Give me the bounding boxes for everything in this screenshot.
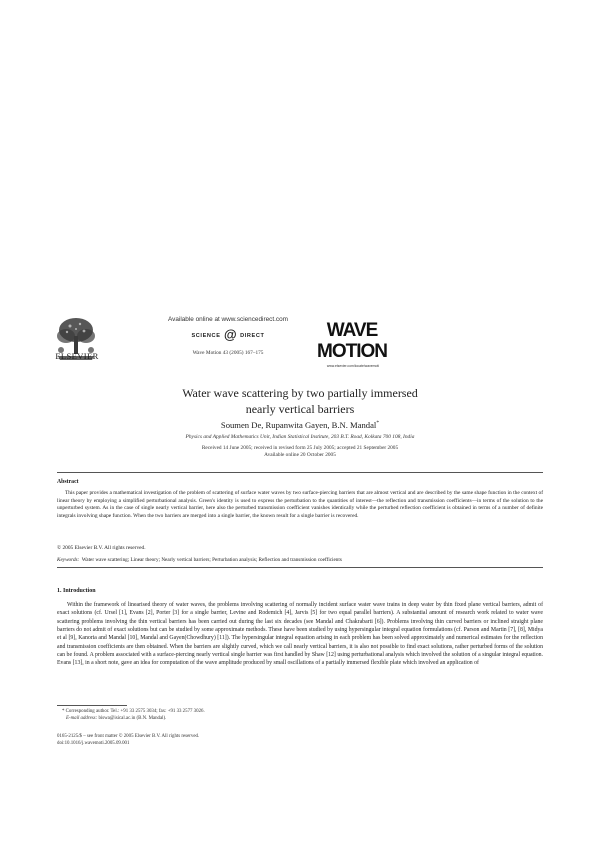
journal-reference: Wave Motion 43 (2005) 167–175 (192, 350, 264, 356)
abstract-top-rule (57, 472, 543, 473)
title-line-2: nearly vertical barriers (245, 402, 355, 416)
abstract-heading: Abstract (57, 479, 79, 485)
sciencedirect-left: SCIENCE (191, 333, 221, 339)
section-heading-introduction: 1. Introduction (57, 588, 96, 594)
footnote-email (66, 716, 166, 721)
availability-text: Available online at www.sciencedirect.com (168, 316, 288, 323)
keywords-list: Water wave scattering; Linear theory; Nearly vertical barriers; Perturbation analysis; Reflection and transmission coefficients (81, 557, 342, 563)
sciencedirect-logo (150, 327, 306, 342)
affiliation: Physics and Applied Mathematics Unit, Indian Statistical Institute, 203 B.T. Road, Kolkata 700 108, India (185, 434, 415, 440)
abstract-bottom-rule (57, 567, 543, 568)
svg-text:MOTION: MOTION (317, 341, 387, 362)
paper-title (110, 385, 490, 417)
sciencedirect-at-icon: @ (223, 327, 237, 342)
introduction-text: Within the framework of linearised theory of water waves, the problems involving scattering of normally incident surface water wave trains in deep water by thin fixed plane vertical barriers, admit of exact solutions (cf. Ursel [1], Evans [2], Porter [3] for a single barrier, Levine and Rodemich [4], Jarvis [5] for two equal parallel barriers). A substantial amount of research work related to water wave scattering problems involving the thin vertical barriers has been carried out during the last six decades (see Mandal and Chakrabarti [6]). Problems involving thin curved barriers or inclined straight plane barriers do not admit of exact solutions but can be studied by some approximate methods. These have been studied by using hypersingular integral equation formulations (cf. Parson and Martin [7], [8], Midya et al [9], Kanoria and Mandal [10], Mandal and Gayen(Chowdhury) [11]). The hypersingular integral equation arising in each problem has been solved approximately and numerical estimates for the reflection and transmission coefficients are then obtained. When the barriers are slightly curved, which we call nearly vertical barriers, it is also not possible to find exact solutions, rather perturbed forms of the solution can be found. A problem associated with a surface-piercing nearly vertical single barrier was first handled by Shaw [12] using perturbational analysis which involved the solution of a singular integral equation. Evans [13], in a short note, gave an idea for computation of the wave amplitude produced by small oscillations of a partially immersed flexible plate which involved an application of (57, 602, 543, 667)
keywords (57, 557, 543, 563)
title-line-1: Water wave scattering by two partially immersed (182, 386, 418, 400)
wave-motion-url: www.elsevier.com/locate/wavemoti (326, 364, 380, 368)
front-matter-line: 0165-2125/$ – see front matter © 2005 Elsevier B.V. All rights reserved. (57, 734, 200, 739)
wave-motion-logo-icon (317, 317, 387, 362)
doi-line: doi:10.1016/j.wavemoti.2005.09.001 (57, 741, 130, 746)
sciencedirect-header (150, 316, 306, 356)
elsevier-wordmark: ELSEVIER (55, 351, 99, 361)
authors (110, 420, 490, 430)
abstract-text: This paper provides a mathematical investigation of the problem of scattering of surface water waves by two surface-piercing barriers that are almost vertical and are described by the same shape function in the context of linear theory by employing a simplified perturbational analysis. Green's identity is used to express the perturbation to the quantities of interest—the reflection and transmission coefficients—in terms of the solution to the unperturbed system. As in the case of single nearly vertical barrier, here also the perturbed transmission coefficient vanishes identically while the perturbed reflection coefficient is obtained in terms of a number of definite integrals involving shape function. When the two barriers are merged into a single barrier, the known result for a single barrier is recovered. (57, 490, 543, 519)
email-label: E-mail address: (66, 716, 98, 721)
dates-online: Available online 20 October 2005 (264, 452, 336, 459)
email-address: biswa@isical.ac.in (B.N. Mandal). (98, 716, 167, 721)
copyright-notice: © 2005 Elsevier B.V. All rights reserved. (57, 545, 146, 551)
keywords-label: Keywords: (57, 557, 80, 563)
article-dates (110, 445, 490, 459)
sciencedirect-right: DIRECT (240, 333, 265, 339)
footnote-corresponding-author: * Corresponding author. Tel.: +91 33 2575 3034; fax: +91 33 2577 3026. (62, 709, 205, 714)
author-names: Soumen De, Rupanwita Gayen, B.N. Mandal (220, 420, 377, 430)
svg-text:WAVE: WAVE (326, 320, 378, 341)
footnote-rule (57, 705, 127, 706)
corresponding-author-mark: * (376, 420, 380, 427)
dates-received: Received 14 June 2005; received in revised form 25 July 2005; accepted 21 September 2005 (201, 445, 399, 451)
